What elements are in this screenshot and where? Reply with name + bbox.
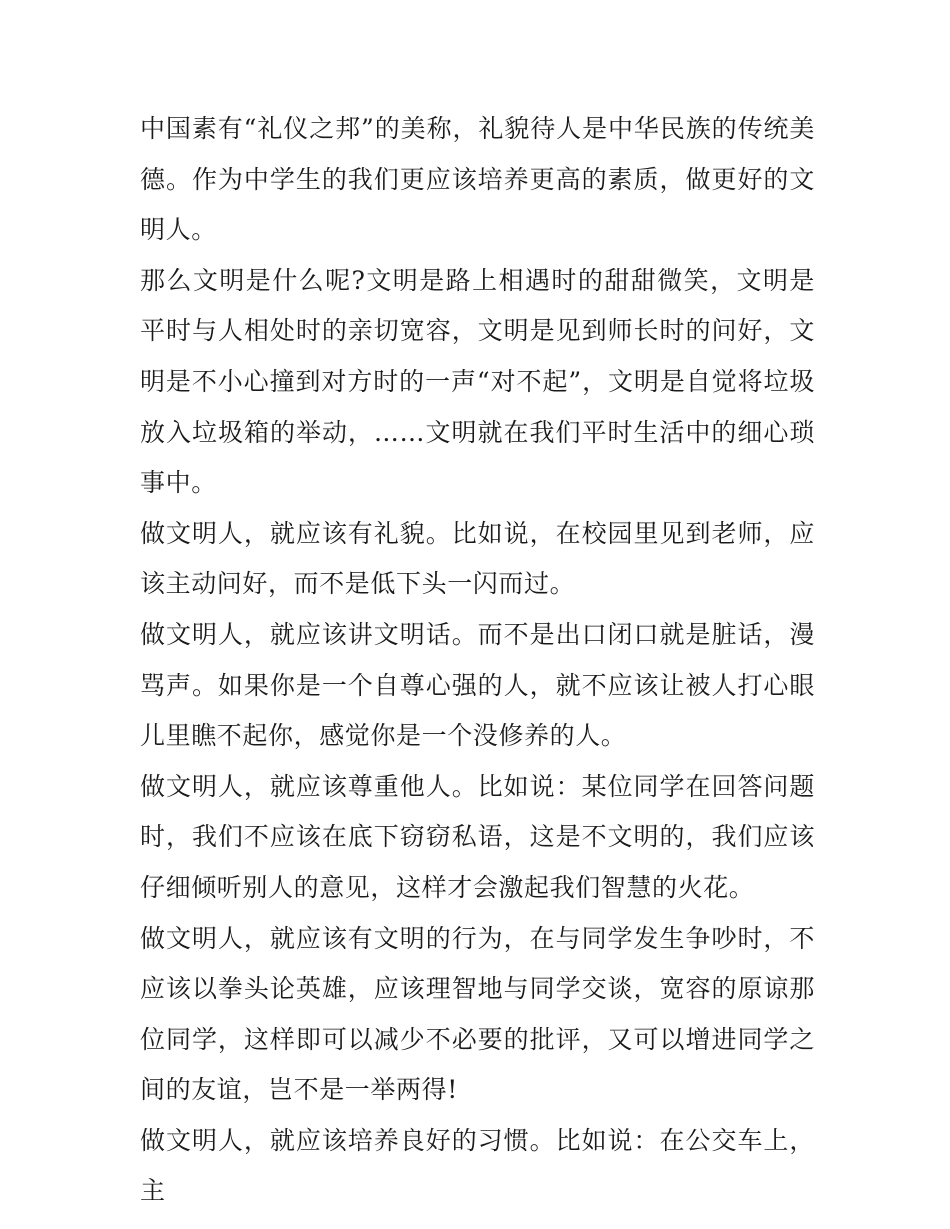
paragraph-what-is-civility: 那么文明是什么呢?文明是路上相遇时的甜甜微笑，文明是平时与人相处时的亲切宽容，文明是见到师长时的问好，文明是不小心撞到对方时的一声“对不起”，文明是自觉将垃圾放入垃圾箱的举动，……文明就在我们平时生活中的细心琐事中。 (140, 265, 815, 498)
paragraph-intro: 中国素有“礼仪之邦”的美称，礼貌待人是中华民族的传统美德。作为中学生的我们更应该培养更高的素质，做更好的文明人。 (140, 114, 815, 245)
paragraph-politeness: 做文明人，就应该有礼貌。比如说，在校园里见到老师，应该主动问好，而不是低下头一闪而过。 (140, 518, 815, 599)
paragraph-good-habits: 做文明人，就应该培养良好的习惯。比如说：在公交车上，主 (140, 1125, 815, 1206)
paragraph-civil-speech: 做文明人，就应该讲文明话。而不是出口闭口就是脏话，漫骂声。如果你是一个自尊心强的人，就不应该让被人打心眼儿里瞧不起你，感觉你是一个没修养的人。 (140, 619, 815, 751)
paragraph-respect-others: 做文明人，就应该尊重他人。比如说：某位同学在回答问题时，我们不应该在底下窃窃私语，这是不文明的，我们应该仔细倾听别人的意见，这样才会激起我们智慧的火花。 (140, 771, 815, 902)
paragraph-civil-behavior: 做文明人，就应该有文明的行为，在与同学发生争吵时，不应该以拳头论英雄，应该理智地与同学交谈，宽容的原谅那位同学，这样即可以减少不必要的批评，又可以增进同学之间的友谊，岂不是一举两得! (140, 923, 815, 1105)
document-body (140, 104, 815, 1217)
